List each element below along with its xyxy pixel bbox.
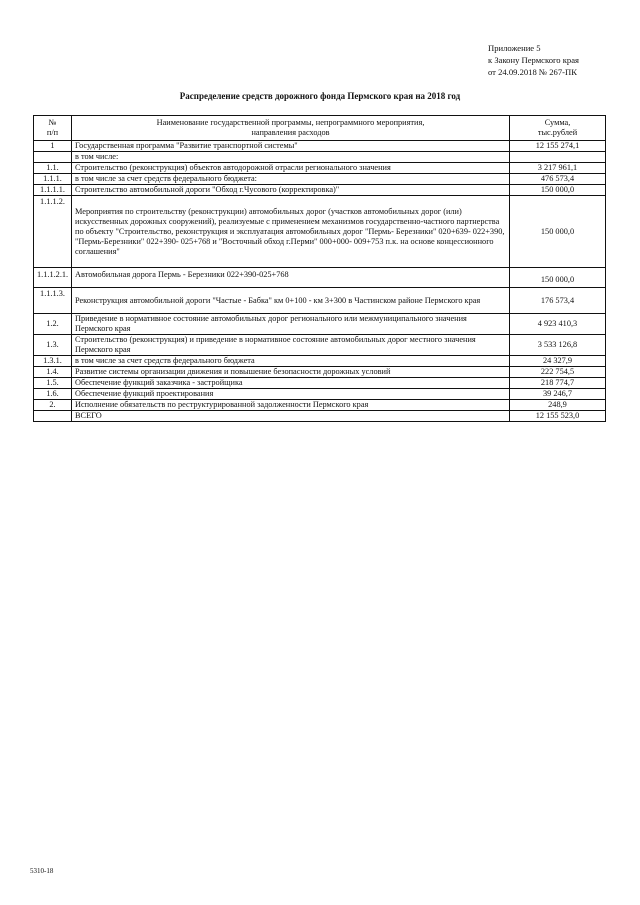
row-sum: 150 000,0 bbox=[510, 268, 606, 288]
table-row bbox=[34, 141, 606, 152]
table-row bbox=[34, 185, 606, 196]
row-number bbox=[34, 152, 72, 163]
row-name: Автомобильная дорога Пермь - Березники 022+390-025+768 bbox=[72, 268, 510, 288]
row-sum: 12 155 274,1 bbox=[510, 141, 606, 152]
header-sum bbox=[510, 116, 606, 141]
row-name: Государственная программа "Развитие транспортной системы" bbox=[72, 141, 510, 152]
row-number: 1.1.1.1. bbox=[34, 185, 72, 196]
row-number: 1.3.1. bbox=[34, 356, 72, 367]
row-name: в том числе: bbox=[72, 152, 510, 163]
row-sum: 476 573,4 bbox=[510, 174, 606, 185]
table-row bbox=[34, 174, 606, 185]
header-sum-line-1: Сумма, bbox=[544, 118, 571, 127]
row-sum: 222 754,5 bbox=[510, 367, 606, 378]
row-sum: 3 217 961,1 bbox=[510, 163, 606, 174]
row-number: 1.1.1.2. bbox=[34, 196, 72, 268]
header-number bbox=[34, 116, 72, 141]
row-name: Развитие системы организации движения и повышение безопасности дорожных условий bbox=[72, 367, 510, 378]
row-number: 1.1.1.2.1. bbox=[34, 268, 72, 288]
table-row bbox=[34, 400, 606, 411]
row-number: 1.2. bbox=[34, 314, 72, 335]
row-sum: 248,9 bbox=[510, 400, 606, 411]
row-number: 2. bbox=[34, 400, 72, 411]
row-sum: 12 155 523,0 bbox=[510, 411, 606, 422]
row-number: 1 bbox=[34, 141, 72, 152]
table-row bbox=[34, 335, 606, 356]
appendix-line-3: от 24.09.2018 № 267-ПК bbox=[488, 67, 577, 77]
row-name: Строительство (реконструкция) и приведение в нормативное состояние автомобильных дорог местного значения Пермского края bbox=[72, 335, 510, 356]
appendix-line-2: к Закону Пермского края bbox=[488, 55, 579, 65]
row-sum: 39 246,7 bbox=[510, 389, 606, 400]
row-name: Обеспечение функций проектирования bbox=[72, 389, 510, 400]
table-row bbox=[34, 367, 606, 378]
table-row bbox=[34, 152, 606, 163]
appendix-note bbox=[488, 42, 579, 78]
row-number: 1.4. bbox=[34, 367, 72, 378]
row-number bbox=[34, 411, 72, 422]
row-number: 1.3. bbox=[34, 335, 72, 356]
row-number: 1.1.1.3. bbox=[34, 288, 72, 314]
table-row bbox=[34, 163, 606, 174]
header-name-line-2: направления расходов bbox=[251, 128, 330, 137]
document-title: Распределение средств дорожного фонда Пермского края на 2018 год bbox=[179, 91, 461, 101]
header-name-line-1: Наименование государственной программы, непрограммного мероприятия, bbox=[156, 118, 425, 127]
table-row bbox=[34, 389, 606, 400]
table-header-row bbox=[34, 116, 606, 141]
row-number: 1.6. bbox=[34, 389, 72, 400]
row-name: ВСЕГО bbox=[72, 411, 510, 422]
row-name: Строительство (реконструкция) объектов автодорожной отрасли регионального значения bbox=[72, 163, 510, 174]
table-row bbox=[34, 288, 606, 314]
row-sum bbox=[510, 152, 606, 163]
row-name: в том числе за счет средств федерального бюджета bbox=[72, 356, 510, 367]
row-name: Реконструкция автомобильной дороги "Частые - Бабка" км 0+100 - км 3+300 в Частинском районе Пермского края bbox=[72, 288, 510, 314]
row-sum: 150 000,0 bbox=[510, 185, 606, 196]
row-number: 1.5. bbox=[34, 378, 72, 389]
header-sum-line-2: тыс.рублей bbox=[537, 128, 578, 137]
row-sum: 24 327,9 bbox=[510, 356, 606, 367]
table-row bbox=[34, 196, 606, 268]
row-number: 1.1.1. bbox=[34, 174, 72, 185]
header-name bbox=[72, 116, 510, 141]
row-name: Исполнение обязательств по реструктурированной задолженности Пермского края bbox=[72, 400, 510, 411]
header-number-line-2: п/п bbox=[46, 128, 59, 137]
row-name: Обеспечение функций заказчика - застройщика bbox=[72, 378, 510, 389]
row-number: 1.1. bbox=[34, 163, 72, 174]
row-sum: 176 573,4 bbox=[510, 288, 606, 314]
row-name: в том числе за счет средств федерального бюджета: bbox=[72, 174, 510, 185]
row-sum: 4 923 410,3 bbox=[510, 314, 606, 335]
row-sum: 150 000,0 bbox=[510, 196, 606, 268]
table-row bbox=[34, 314, 606, 335]
row-sum: 218 774,7 bbox=[510, 378, 606, 389]
table-row bbox=[34, 411, 606, 422]
footer-code: 5310-18 bbox=[30, 867, 54, 875]
table-row bbox=[34, 356, 606, 367]
row-name: Мероприятия по строительству (реконструкции) автомобильных дорог (участков автомобильных дорог (или) искусственных дорожных сооружений), реализуемые с применением механизмов государственно-частного партнерства по объекту "Строительство, реконструкция и эксплуатация автомобильных дорог "Пермь- Березники" 020+639- 022+390, "Пермь-Березники" 022+390- 025+768 и "Восточный обход г.Перми" 000+000- 009+753 п.к. на основе концессионного соглашения" bbox=[72, 196, 510, 268]
table-row bbox=[34, 268, 606, 288]
row-name: Строительство автомобильной дороги "Обход г.Чусового (корректировка)" bbox=[72, 185, 510, 196]
header-number-line-1: № bbox=[48, 118, 57, 127]
budget-table bbox=[33, 115, 606, 422]
row-name: Приведение в нормативное состояние автомобильных дорог регионального или межмуниципального значения Пермского края bbox=[72, 314, 510, 335]
table-row bbox=[34, 378, 606, 389]
row-sum: 3 533 126,8 bbox=[510, 335, 606, 356]
appendix-line-1: Приложение 5 bbox=[488, 43, 541, 53]
